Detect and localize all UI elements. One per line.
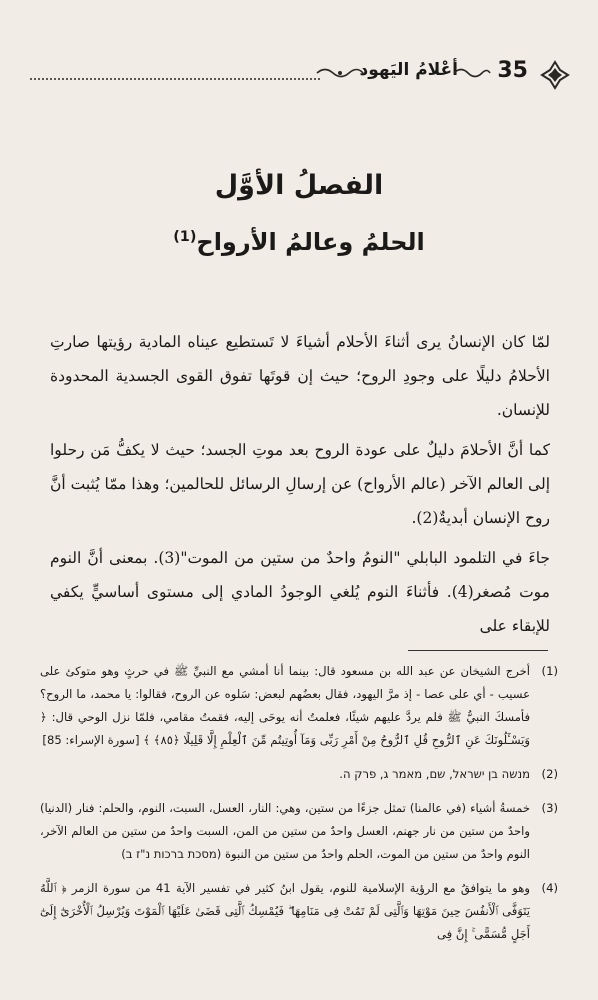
running-title: أعْلامُ اليَهود xyxy=(359,60,458,80)
publisher-emblem-icon xyxy=(540,60,570,90)
section-title xyxy=(0,228,598,256)
paragraph-2: كما أنَّ الأحلامَ دليلٌ على عودة الروح بعد موتِ الجسد؛ حيث لا يكفُّ مَن رحلوا إلى العالم الآخر (عالم الأرواح) عن إرسالِ الرسائل للحالمين؛ وهذا ممّا يُثبت أنَّ روح الإنسان أبديةٌ(2). xyxy=(50,441,550,527)
header-ornament-left-icon xyxy=(315,66,365,80)
footnote-text: خمسةُ أشياء (في عالمنا) تمثل جزءًا من ستين، وهي: النار، العسل، السبت، النوم، والحلم: فنار (الدنيا) واحدٌ من ستين من نار جهنم، العسل واحدٌ من ستين من المن، السبت واحدٌ من ستين من العالم الآخر، النوم واحدٌ من ستين من الموت، الحلم واحدٌ من ستين من النبوة (מסכת ברכות נ"ז ב) xyxy=(40,801,530,861)
body-text xyxy=(50,325,550,649)
header-ornament-right-icon xyxy=(452,66,492,80)
chapter-title: الفصلُ الأوَّل xyxy=(214,170,384,201)
footnote-number: (4) xyxy=(541,881,558,895)
paragraph-1: لمّا كان الإنسانُ يرى أثناءَ الأحلام أشياءَ لا تَستطيع عيناه المادية رؤيتها صارتِ الأحلامُ دليلًا على وجودِ الروح؛ حيث إن قوتَها تفوق القوى الجسدية المحدودة للإنسان. xyxy=(50,333,550,419)
footnote-number: (2) xyxy=(541,767,558,781)
page-header xyxy=(30,58,570,92)
footnote-ref-1: (1) xyxy=(173,229,197,245)
footnote-text: وهو ما يتوافقُ مع الرؤية الإسلامية للنوم، يقول ابنُ كثير في تفسير الآية 41 من سورة الزمر ﴿ ٱللَّهُ يَتَوَفَّى ٱلْأَنفُسَ حِينَ مَوْتِهَا وَٱلَّتِى لَمْ تَمُتْ فِى مَنَامِهَا ۖ فَيُمْسِكُ ٱلَّتِى قَضَىٰ عَلَيْهَا ٱلْمَوْتَ وَيُرْسِلُ ٱلْأُخْرَىٰٓ إِلَىٰٓ أَجَلٍ مُّسَمًّى ۚ إِنَّ فِى xyxy=(40,881,530,941)
footnote-text: מנשה בן ישראל, שם, מאמר ג, פרק ה. xyxy=(339,767,530,781)
footnotes xyxy=(40,660,560,957)
paragraph-3: جاءَ في التلمود البابلي "النومُ واحدٌ من ستين من الموت"(3). بمعنى أنَّ النوم موت مُصغر(4). فأثناءَ النوم يُلغي الوجودُ المادي إلى مستوى أساسيٍّ يكفي للإبقاء على xyxy=(50,549,550,635)
footnote-3 xyxy=(40,797,560,866)
footnote-number: (1) xyxy=(541,664,558,678)
header-dotted-rule xyxy=(30,78,320,80)
footnote-2 xyxy=(40,763,560,786)
footnote-number: (3) xyxy=(541,801,558,815)
footnote-4 xyxy=(40,877,560,946)
footnote-text: أخرج الشيخان عن عبد الله بن مسعود قال: بينما أنا أمشي مع النبيِّ ﷺ في حرثٍ وهو متوكئ على عسيب - أي على عصا - إذ مرَّ اليهود، فقال بعضُهم لبعض: سَلوه عن الروح، فقالوا: يا محمد، ما الروح؟ فأمسكَ النبيُّ ﷺ فلم يردَّ عليهم شيئًا، فعلمتُ أنه يوحَى إليه، فقمتُ مقامي، فلمّا نزل الوحي قال: ﴿ وَيَسْـَٔلُونَكَ عَنِ ٱلرُّوحِ قُلِ ٱلرُّوحُ مِنْ أَمْرِ رَبِّى وَمَآ أُوتِيتُم مِّنَ ٱلْعِلْمِ إِلَّا قَلِيلًا ﴿٨٥﴾ ﴾ [سورة الإسراء: 85] xyxy=(40,664,530,747)
footnote-1 xyxy=(40,660,560,752)
page-number: 35 xyxy=(497,58,528,83)
section-title-text: الحلمُ وعالمُ الأرواح xyxy=(196,228,425,256)
footnote-separator xyxy=(408,650,548,651)
